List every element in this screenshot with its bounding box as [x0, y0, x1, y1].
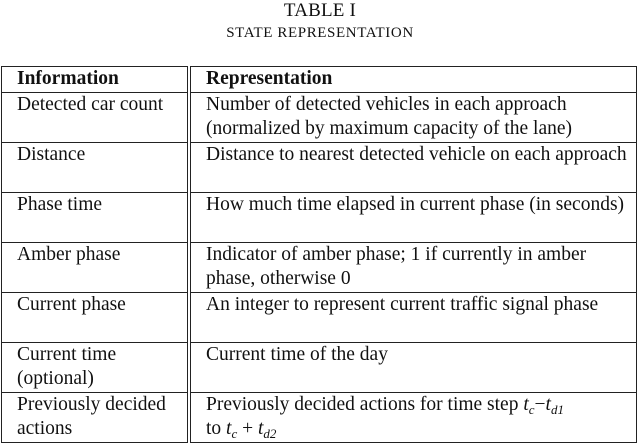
math-variable: $t_c$ — [226, 418, 238, 441]
representation-cell: How much time elapsed in current phase (in seconds) — [206, 193, 625, 215]
representation-cell: Distance to nearest detected vehicle on each approach — [206, 143, 627, 165]
table-row — [2, 342, 637, 392]
representation-cell: Indicator of amber phase; 1 if currently in amber phase, otherwise 0 — [206, 243, 587, 289]
table-title: STATE REPRESENTATION — [226, 25, 414, 41]
column-header-information: Information — [2, 67, 190, 93]
table-row — [2, 92, 637, 142]
representation-text: to — [206, 418, 227, 439]
information-cell: Current phase — [2, 292, 190, 342]
information-cell: Phase time — [2, 192, 190, 242]
representation-text: Previously decided actions for time step — [206, 393, 524, 415]
information-cell: Distance — [2, 142, 190, 192]
representation-cell: Current time of the day — [206, 343, 388, 365]
representation-cell: An integer to represent current traffic signal phase — [206, 293, 599, 315]
information-cell: Detected car count — [2, 92, 190, 142]
math-operator: − — [534, 393, 546, 415]
table-row — [2, 392, 637, 442]
math-variable: $t_c$ — [523, 393, 535, 417]
table-row — [2, 192, 637, 242]
table-row — [2, 142, 637, 192]
information-cell: Previously decided actions — [2, 392, 190, 442]
column-header-representation: Representation — [206, 68, 333, 89]
table-header-row — [2, 67, 637, 93]
information-cell: Current time (optional) — [2, 342, 190, 392]
state-representation-table — [1, 66, 637, 443]
representation-cell: Number of detected vehicles in each approach (normalized by maximum capacity of the lane) — [206, 93, 573, 139]
table-label: TABLE I — [283, 0, 357, 21]
table-row — [2, 242, 637, 292]
table-row — [2, 292, 637, 342]
representation-cell — [189, 392, 637, 442]
math-variable: $t_{d1}$ — [545, 393, 564, 417]
math-operator: + — [237, 418, 258, 439]
math-variable: $t_{d2}$ — [258, 418, 277, 441]
information-cell: Amber phase — [2, 242, 190, 292]
